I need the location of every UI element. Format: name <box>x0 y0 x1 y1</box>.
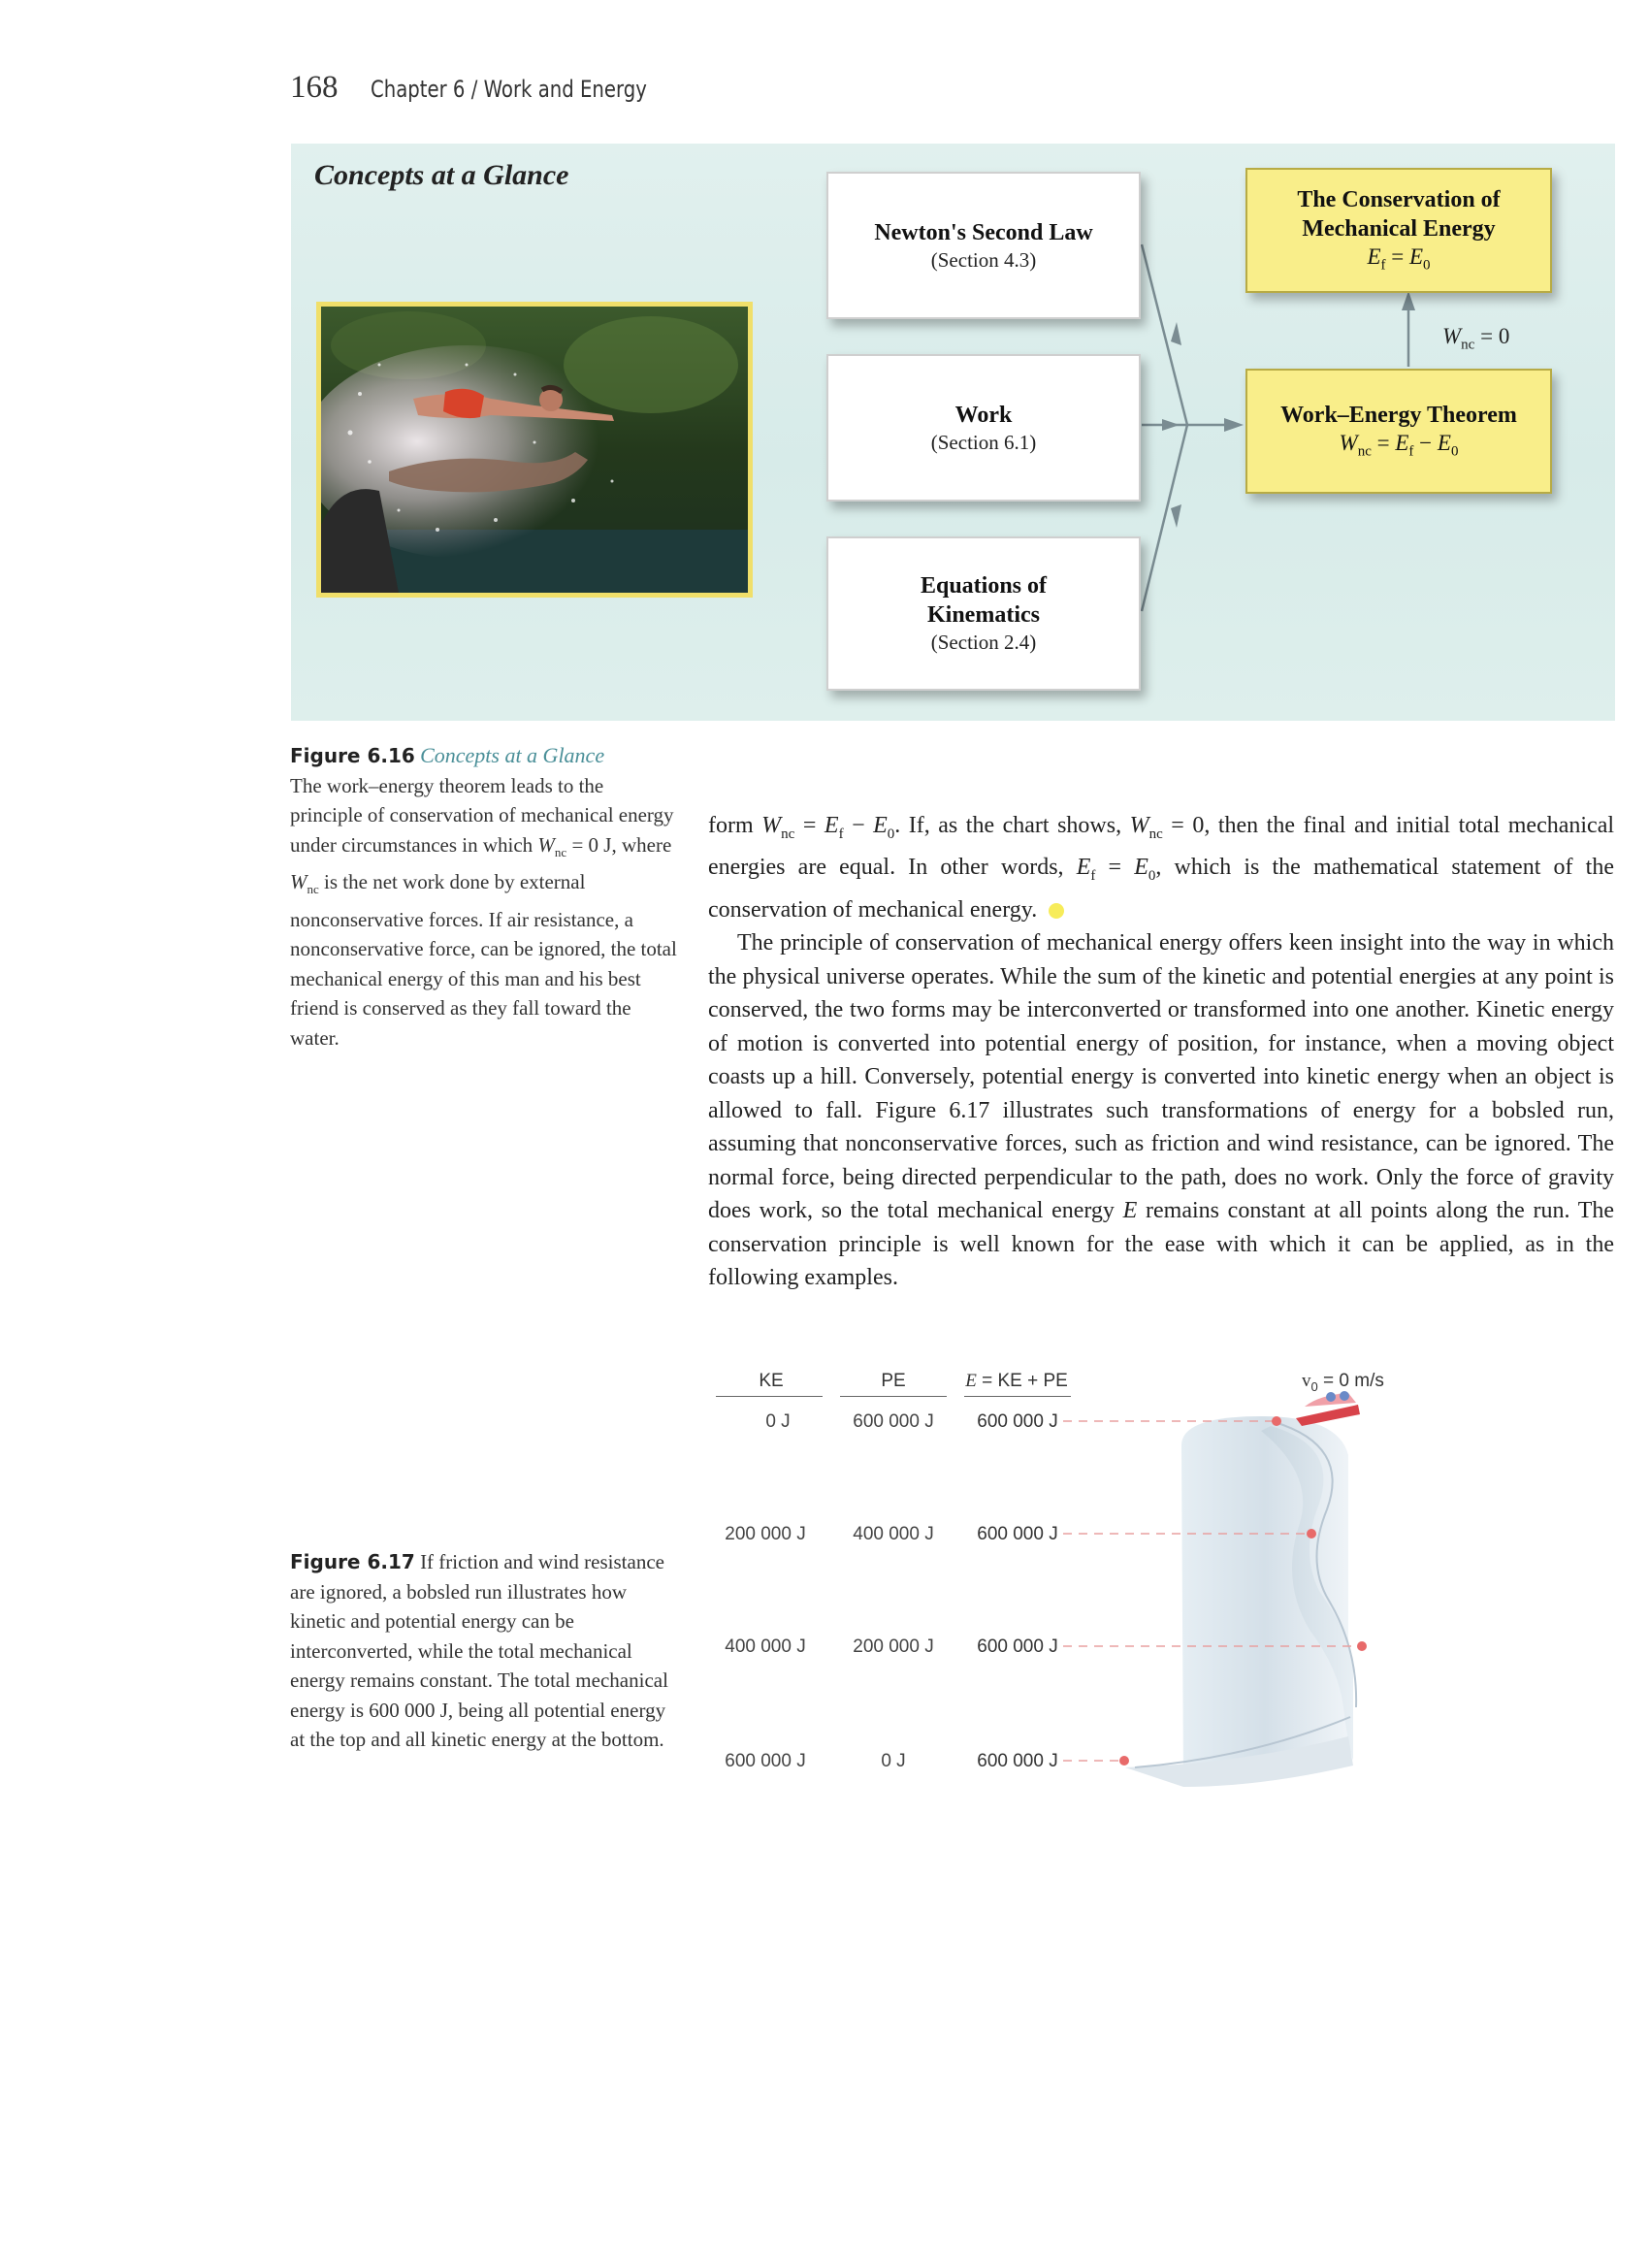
pe-header: PE <box>881 1371 906 1391</box>
caption-616-part2: = 0 J, where <box>571 832 672 857</box>
row4-pe: 0 J <box>881 1751 906 1771</box>
wnc-zero-label: $W_{nc} = 0$ <box>1442 324 1510 353</box>
row3-pe: 200 000 J <box>853 1636 934 1657</box>
row4-total: 600 000 J <box>977 1751 1058 1771</box>
p1-part-d: which is the mathematical statement of the conservation of mechanical energy. <box>708 855 1615 923</box>
p2-part-b: remains constant at all points along the run. The conservation principle is well known for the ease with which it can be applied, as in the following examples. <box>708 1198 1615 1291</box>
paragraph-2: The principle of conservation of mechanical energy offers keen insight into the way in which the physical universe operates. While the sum of the kinetic and potential energies at any point is conserved, the two forms may be interconverted or transformed into one another. Kinetic energy of motion is converted into potential energy of position, for instance, when a moving object coasts up a hill. Conversely, potential energy is converted into kinetic energy when an object is allowed to fall. Figure 6.17 illustrates such transformations of energy for a bobsled run, assuming that nonconservative forces, such as friction and wind resistance, can be ignored. The normal force, being directed perpendicular to the path, does no work. Only the force of gravity does work, so the total mechanical energy E remains constant at all points along the run. The conservation principle is well known for the ease with which it can be applied, as in the following examples. <box>708 930 1615 1291</box>
figure-6-16-title: Concepts at a Glance <box>420 743 605 767</box>
page-number: 168 <box>290 70 339 105</box>
row1-ke: 0 J <box>765 1411 791 1432</box>
p1-part-b: If, as the chart shows, <box>908 813 1122 838</box>
paragraph-1: form $W_{nc} = E_f - E_0$. If, as the chart shows, $W_{nc} = 0$, then the final and initial total mechanical energies are equal. In other words, $E_f = E_0$, which is the mathematical statement of the conservation of mechanical energy. <box>708 813 1615 923</box>
caption-616-part3: is the net work done by external nonconservative forces. If air resistance, a nonconservative force, can be ignored, the total mechanical energy of this man and his best friend is conserved as they fall toward the water. <box>290 870 677 1050</box>
p1-part-c: then the final and initial total mechanical energies are equal. In other words, <box>708 813 1615 881</box>
total-energy-header: E = KE + PE <box>965 1371 1068 1391</box>
kinematics-section: (Section 2.4) <box>930 631 1037 655</box>
figure-6-17-label: Figure 6.17 <box>290 1550 415 1573</box>
work-title: Work <box>954 402 1013 428</box>
panel-title: Concepts at a Glance <box>314 159 569 191</box>
initial-velocity-label: $v_0 = 0$ m/s <box>1302 1371 1384 1394</box>
p1-part-a: form <box>708 813 754 838</box>
v0-value: = 0 m/s <box>1323 1371 1384 1391</box>
figure-6-16-label: Figure 6.16 <box>290 744 415 767</box>
row1-total: 600 000 J <box>977 1411 1058 1432</box>
theorem-title: Work–Energy Theorem <box>1280 402 1517 428</box>
kinematics-title-2: Kinematics <box>927 602 1040 629</box>
row3-total: 600 000 J <box>977 1636 1058 1657</box>
total-header-rest: = KE + PE <box>976 1371 1068 1391</box>
caption-616-part1: The work–energy theorem leads to the principle of conservation of mechanical energy under circumstances in which <box>290 773 674 857</box>
p2-part-a: The principle of conservation of mechanical energy offers keen insight into the way in which the physical universe operates. While the sum of the kinetic and potential energies at any point is conserved, the two forms may be interconverted or transformed into one another. Kinetic energy of motion is converted into potential energy of position, for instance, when a moving object coasts up a hill. Conversely, potential energy is converted into kinetic energy when an object is allowed to fall. Figure 6.17 illustrates such transformations of energy for a bobsled run, assuming that nonconservative forces, such as friction and wind resistance, can be ignored. The normal force, being directed perpendicular to the path, does no work. Only the force of gravity does work, so the total mechanical energy <box>708 930 1614 1224</box>
conservation-title-2: Mechanical Energy <box>1302 215 1496 242</box>
conservation-title-1: The Conservation of <box>1297 187 1501 213</box>
work-section: (Section 6.1) <box>930 430 1037 454</box>
row2-total: 600 000 J <box>977 1524 1058 1544</box>
row3-ke: 400 000 J <box>725 1636 806 1657</box>
row2-pe: 400 000 J <box>853 1524 934 1544</box>
kinematics-title-1: Equations of <box>920 573 1048 599</box>
newton-title: Newton's Second Law <box>874 219 1093 245</box>
bobsled-icon <box>1296 1391 1360 1426</box>
conservation-equation: $E_f = E_0$ <box>1367 243 1431 274</box>
newton-section: (Section 4.3) <box>930 247 1037 272</box>
row1-pe: 600 000 J <box>853 1411 934 1432</box>
theorem-equation: $W_{nc} = E_f - E_0$ <box>1339 431 1459 460</box>
figure-6-16-caption: Figure 6.16 Concepts at a Glance The work–energy theorem leads to the principle of conservation of mechanical energy under circumstances in which $W_{nc} = 0$ J, where $W_{nc}$ is the net work done by external nonconservative forces. If air resistance, a nonconservative force, can be ignored, the total mechanical energy of this man and his best friend is conserved as they fall toward the water. <box>290 743 677 1050</box>
figure-6-17-text: If friction and wind resistance are ignored, a bobsled run illustrates how kinetic and potential energy can be interconverted, while the total mechanical energy remains constant. The total mechanical energy is 600 000 J, being all potential energy at the top and all kinetic energy at the bottom. <box>290 1550 668 1751</box>
row4-ke: 600 000 J <box>725 1751 806 1771</box>
row2-ke: 200 000 J <box>725 1524 806 1544</box>
ke-header: KE <box>759 1371 784 1391</box>
ice-track <box>1125 1416 1356 1787</box>
chapter-title: Chapter 6 / Work and Energy <box>371 76 647 103</box>
